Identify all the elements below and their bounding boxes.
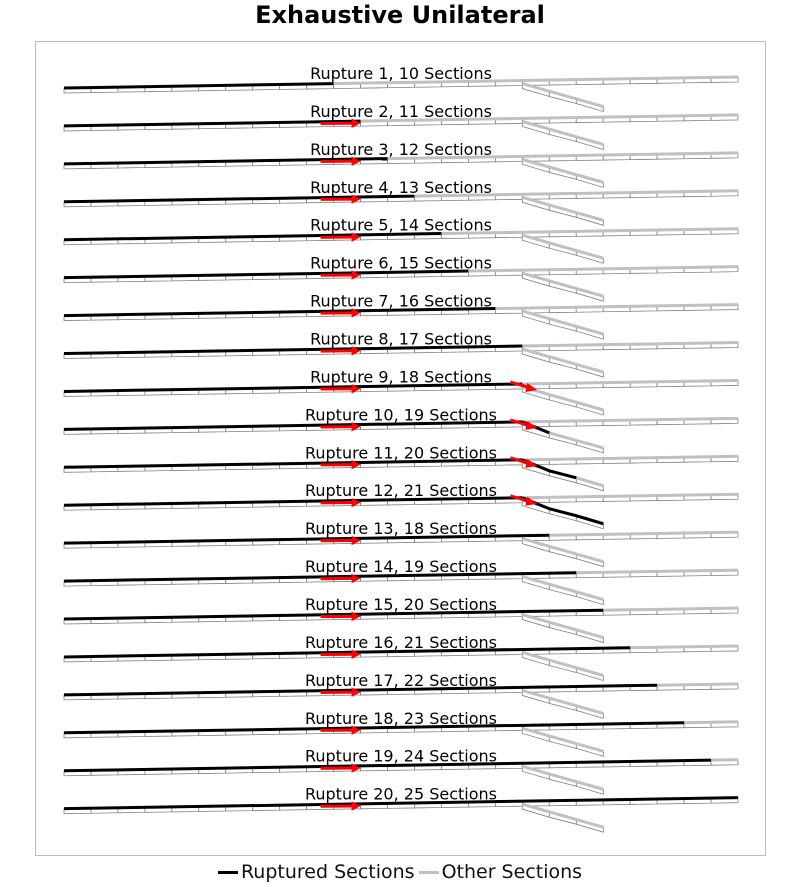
chart-title: Exhaustive Unilateral (255, 1, 545, 29)
rupture-label: Rupture 10, 19 Sections (304, 405, 498, 425)
rupture-label: Rupture 5, 14 Sections (310, 215, 492, 235)
rupture-label: Rupture 9, 18 Sections (310, 367, 492, 387)
rupture-label: Rupture 18, 23 Sections (304, 708, 498, 728)
legend-item-ruptured (218, 861, 415, 883)
other-branch-line (522, 311, 603, 334)
other-branch-line (522, 766, 603, 789)
rupture-label: Rupture 14, 19 Sections (304, 557, 498, 577)
other-branch-line (522, 197, 603, 220)
other-branch-line (522, 652, 603, 675)
other-branch-line (522, 235, 603, 258)
rupture-label: Rupture 15, 20 Sections (304, 595, 498, 615)
legend-label-ruptured: Ruptured Sections (240, 861, 415, 883)
other-branch-line (522, 349, 603, 372)
rupture-label: Rupture 2, 11 Sections (310, 101, 492, 121)
rupture-label: Rupture 1, 10 Sections (310, 64, 492, 83)
rupture-label: Rupture 6, 15 Sections (310, 253, 492, 273)
rupture-label: Rupture 17, 22 Sections (304, 670, 498, 690)
other-branch-line (522, 84, 603, 107)
rupture-label: Rupture 7, 16 Sections (310, 291, 492, 311)
rupture-label: Rupture 16, 21 Sections (304, 632, 498, 652)
other-sections-line (684, 722, 738, 723)
other-branch-line (522, 728, 603, 751)
other-sections-line (630, 646, 738, 648)
rupture-label: Rupture 13, 18 Sections (304, 519, 498, 539)
rupture-label: Rupture 8, 17 Sections (310, 329, 492, 349)
legend-swatch-ruptured (218, 871, 238, 874)
legend-swatch-other (419, 871, 439, 874)
other-branch-line (522, 577, 603, 600)
other-branch-line (522, 273, 603, 296)
other-branch-line (522, 615, 603, 638)
other-branch-line (522, 159, 603, 182)
legend-label-other: Other Sections (441, 861, 583, 883)
rupture-label: Rupture 4, 13 Sections (310, 177, 492, 197)
other-branch-line (522, 804, 603, 827)
rupture-label: Rupture 20, 25 Sections (304, 784, 498, 804)
rupture-label: Rupture 19, 24 Sections (304, 746, 498, 766)
rupture-label: Rupture 12, 21 Sections (304, 481, 498, 501)
rupture-label: Rupture 11, 20 Sections (304, 443, 498, 463)
other-branch-line (522, 690, 603, 713)
other-branch-line (522, 539, 603, 562)
other-sections-line (657, 684, 738, 685)
legend-item-other (419, 861, 582, 883)
rupture-label: Rupture 3, 12 Sections (310, 139, 492, 159)
legend (0, 860, 800, 884)
other-branch-line (522, 121, 603, 144)
